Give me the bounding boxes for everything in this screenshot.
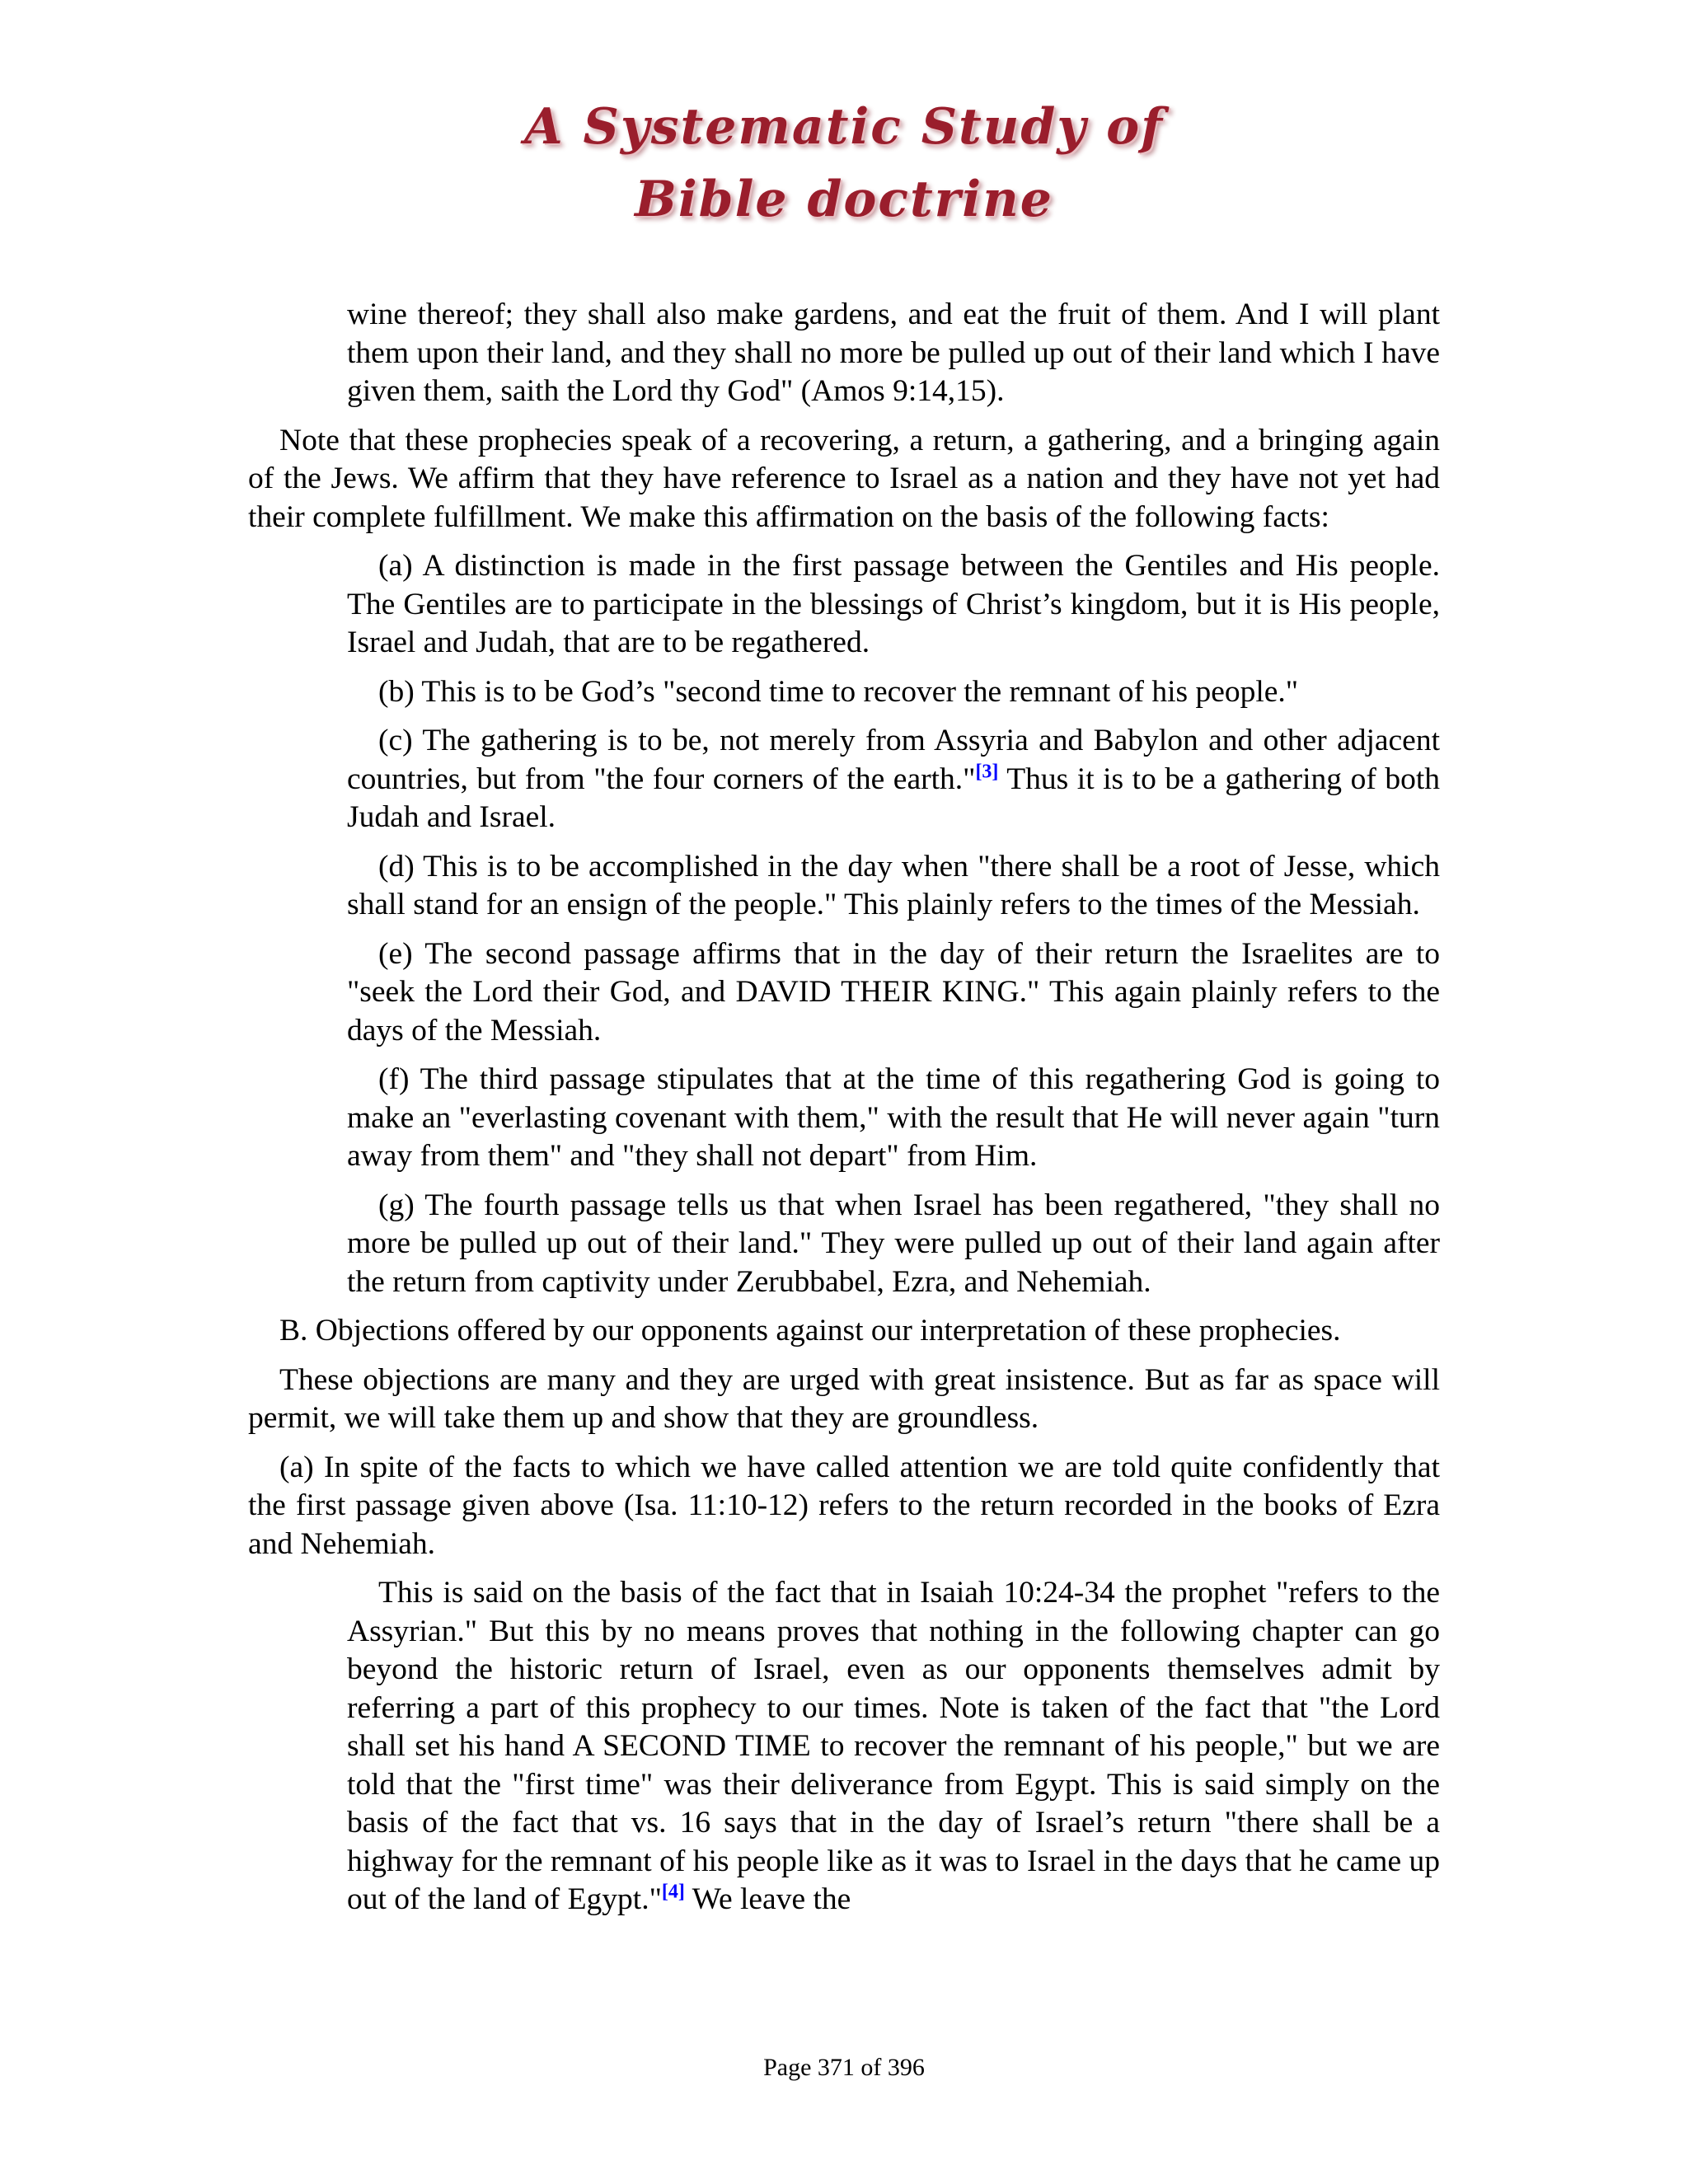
paragraph: These objections are many and they are urged with great insistence. But as far as space will permit, we will take them up and show that they are groundless. [248, 1362, 1440, 1435]
paragraph: wine thereof; they shall also make gardens, and eat the fruit of them. And I will plant them upon their land, and they shall no more be pulled up out of their land which I have given them, saith the Lord thy God" (Amos 9:14,15). [347, 298, 1440, 408]
paragraph: (d) This is to be accomplished in the day when "there shall be a root of Jesse, which shall stand for an ensign of the people." This plainly refers to the times of the Messiah. [347, 849, 1440, 921]
paragraph: (f) The third passage stipulates that at the time of this regathering God is going to make an "everlasting covenant with them," with the result that He will never again "turn away from them" and "they shall not depart" from Him. [347, 1062, 1440, 1173]
footnote-link[interactable]: [4] [661, 1881, 685, 1903]
paragraph: (g) The fourth passage tells us that when Israel has been regathered, "they shall no more be pulled up out of their land." They were pulled up out of their land again after the return from captivity under Zerubbabel, Ezra, and Nehemiah. [347, 1188, 1440, 1299]
document-body [248, 296, 1440, 1930]
paragraph: (c) The gathering is to be, not merely from Assyria and Babylon and other adjacent countries, but from "the four corners of the earth."[3] Thus it is to be a gathering of both Judah and Israel. [347, 724, 1440, 834]
page-number: Page 371 of 396 [763, 2054, 925, 2081]
paragraph: (b) This is to be God’s "second time to recover the remnant of his people." [378, 674, 1299, 709]
paragraph: (a) A distinction is made in the first passage between the Gentiles and His people. The Gentiles are to participate in the blessings of Christ’s kingdom, but it is His people, Israel and Judah, that are to be regathered. [347, 549, 1440, 659]
paragraph: This is said on the basis of the fact that in Isaiah 10:24-34 the prophet "refers to the Assyrian." But this by no means proves that nothing in the following chapter can go beyond the historic return of Israel, even as our opponents themselves admit by referring a part of this prophecy to our times. Note is taken of the fact that "the Lord shall set his hand A SECOND TIME to recover the remnant of his people," but we are told that the "first time" was their deliverance from Egypt. This is said simply on the basis of the fact that vs. 16 says that in the day of Israel’s return "there shall be a highway for the remnant of his people like as it was to Israel in the days that he came up out of the land of Egypt."[4] We leave the [347, 1576, 1440, 1916]
header-title-line2: Bible doctrine [635, 171, 1053, 228]
paragraph: (e) The second passage affirms that in the day of their return the Israelites are to "seek the Lord their God, and DAVID THEIR KING." This again plainly refers to the days of the Messiah. [347, 936, 1440, 1047]
page-header-logo [0, 91, 1688, 236]
header-title-line1: A Systematic Study of [524, 98, 1164, 156]
paragraph: (a) In spite of the facts to which we have called attention we are told quite confidently that the first passage given above (Isa. 11:10-12) refers to the return recorded in the books of Ezra and Nehemiah. [248, 1450, 1440, 1561]
paragraph: B. Objections offered by our opponents against our interpretation of these prophecies. [279, 1314, 1341, 1347]
footnote-link[interactable]: [3] [975, 761, 999, 782]
paragraph: Note that these prophecies speak of a recovering, a return, a gathering, and a bringing again of the Jews. We affirm that they have reference to Israel as a nation and they have not yet had their complete fulfillment. We make this affirmation on the basis of the following facts: [248, 423, 1440, 534]
